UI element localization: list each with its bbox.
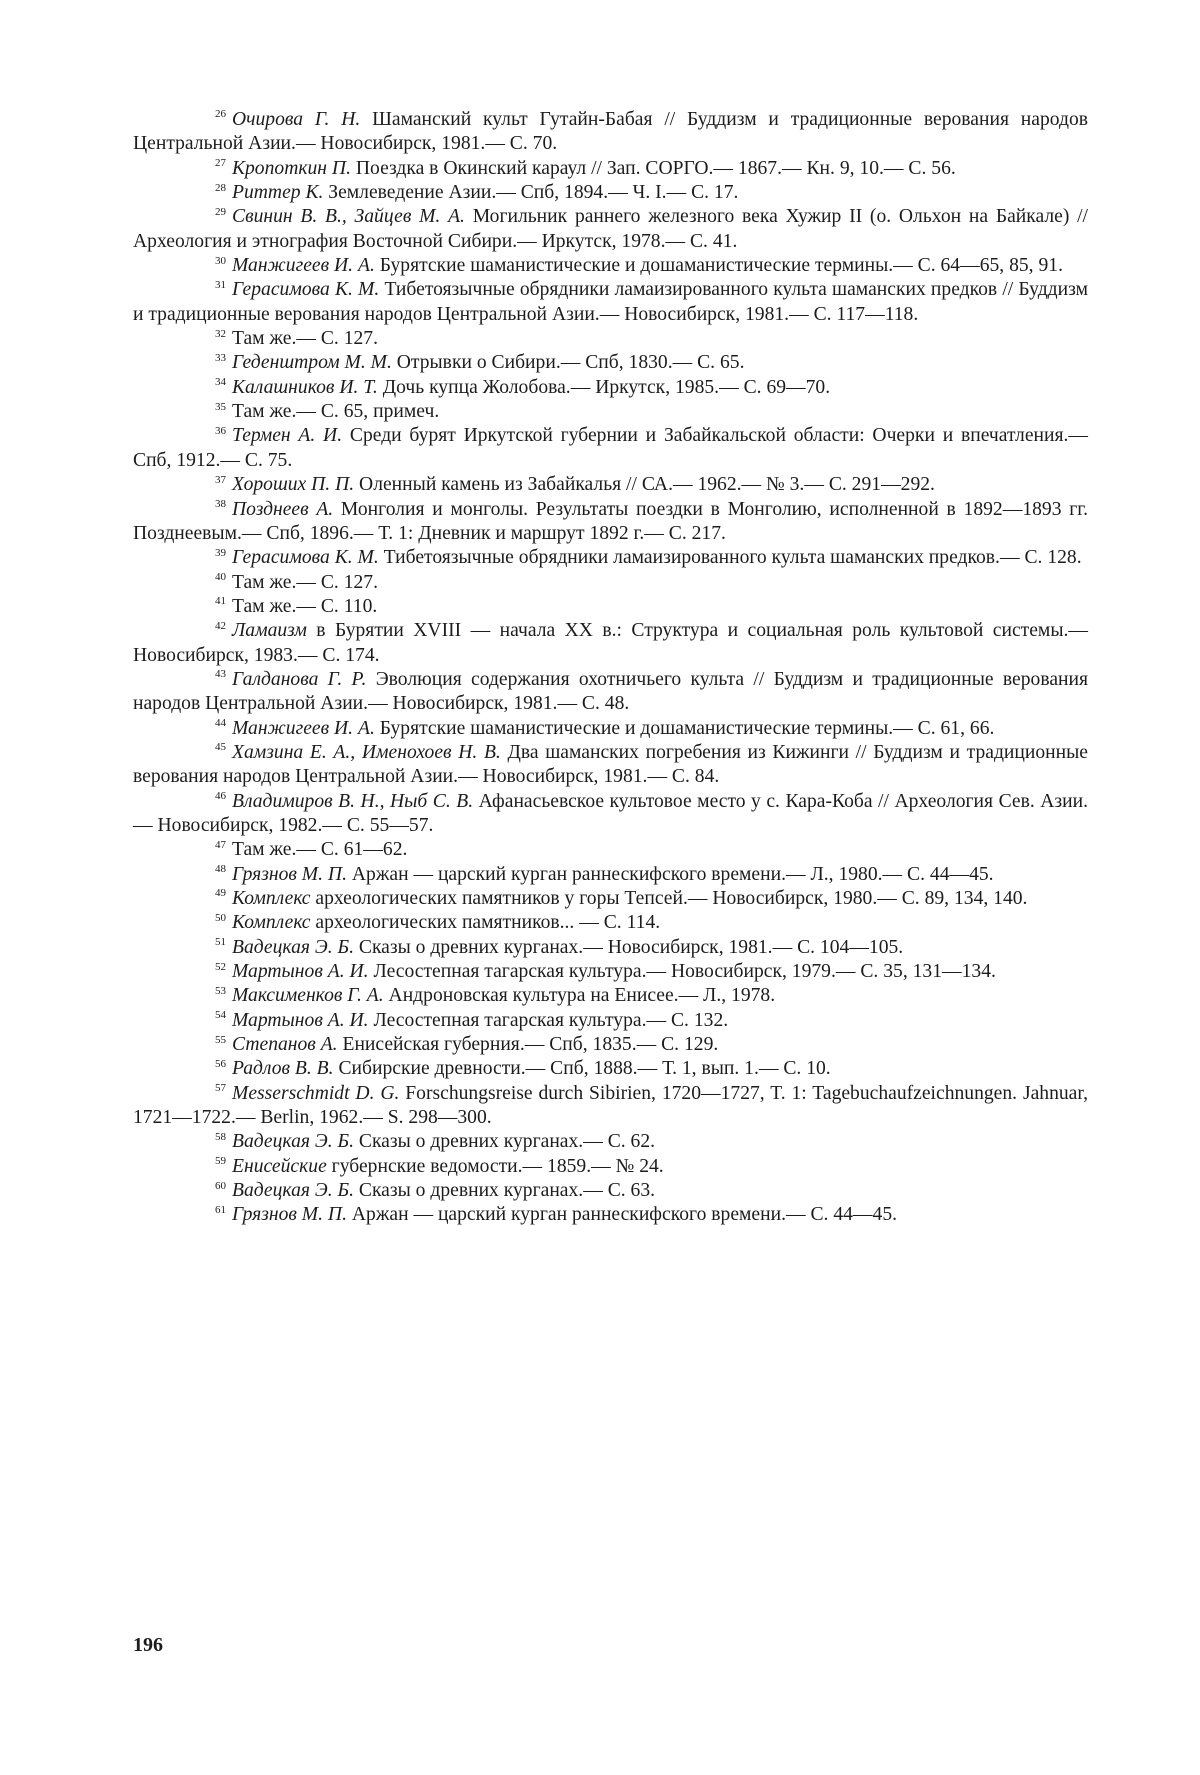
- footnote-number: 50: [215, 911, 226, 924]
- footnote-author: Радлов В. В.: [232, 1058, 334, 1080]
- footnote-text: Там же.— С. 127.: [232, 328, 378, 350]
- footnote-text: Тибетоязычные обрядники ламаизированного культа шаманских предков.— С. 128.: [378, 547, 1082, 569]
- footnote: [133, 376, 1088, 400]
- footnote: [133, 960, 1088, 984]
- footnote-text: Там же.— С. 65, примеч.: [232, 401, 440, 423]
- footnote-author: Мартынов А. И.: [232, 961, 369, 983]
- footnote: [133, 498, 1088, 547]
- footnote: [133, 668, 1088, 717]
- footnote-text: Енисейская губерния.— Спб, 1835.— С. 129.: [337, 1034, 719, 1056]
- footnote: [133, 571, 1088, 595]
- footnote-author: Грязнов М. П.: [232, 1204, 347, 1226]
- footnote: [133, 1033, 1088, 1057]
- footnote-number: 44: [215, 717, 226, 730]
- footnote: [133, 473, 1088, 497]
- footnote-text: Там же.— С. 110.: [232, 595, 378, 617]
- footnote: [133, 1179, 1088, 1203]
- footnote-number: 53: [215, 984, 226, 997]
- footnote-text: Поездка в Окинский караул // Зап. СОРГО.— 1867.— Кн. 9, 10.— С. 56.: [350, 157, 956, 179]
- footnote: [133, 984, 1088, 1008]
- footnote-author: Герасимова К. М.: [232, 279, 380, 301]
- footnote: [133, 595, 1088, 619]
- footnote-author: Грязнов М. П.: [232, 863, 347, 885]
- footnote-number: 57: [215, 1082, 226, 1095]
- footnote-author: Позднеев А.: [232, 498, 334, 520]
- footnote-number: 58: [215, 1130, 226, 1143]
- footnote-number: 33: [215, 351, 226, 364]
- footnote: [133, 936, 1088, 960]
- footnote: [133, 400, 1088, 424]
- footnote: [133, 278, 1088, 327]
- footnote-author: Messerschmidt D. G.: [232, 1082, 400, 1104]
- footnote-number: 42: [215, 619, 226, 632]
- footnote: [133, 911, 1088, 935]
- footnote-number: 29: [215, 205, 226, 218]
- footnote-text: Там же.— С. 127.: [232, 571, 378, 593]
- footnote-number: 59: [215, 1155, 226, 1168]
- footnote-text: археологических памятников у горы Тепсей.— Новосибирск, 1980.— С. 89, 134, 140.: [310, 888, 1028, 909]
- footnote-text: Дочь купца Жолобова.— Иркутск, 1985.— С. 69—70.: [377, 376, 831, 398]
- footnote: [133, 327, 1088, 351]
- footnote-author: Геденштром М. М.: [232, 352, 392, 374]
- footnote: [133, 181, 1088, 205]
- footnote-author: Кропоткин П.: [232, 157, 351, 179]
- page-number: 196: [133, 1634, 163, 1656]
- footnote-text: Могильник раннего железного века Хужир II (о. Ольхон на Байкале) // Археология и этнография Восточной Сибири.— Иркутск, 1978.— С. 41.: [133, 206, 1088, 252]
- footnote-text: Эволюция содержания охотничьего культа // Буддизм и традиционные верования народов Центральной Азии.— Новосибирск, 1981.— С. 48.: [133, 668, 1088, 715]
- footnote-text: Шаманский культ Гутайн-Бабая // Буддизм и традиционные верования народов Центральной Азии.— Новосибирск, 1981.— С. 70.: [133, 109, 1088, 155]
- footnote-number: 49: [215, 887, 226, 900]
- footnote-text: Там же.— С. 61—62.: [232, 839, 408, 861]
- footnote: [133, 1130, 1088, 1154]
- footnote: [133, 717, 1088, 741]
- footnote-number: 31: [215, 278, 226, 291]
- footnote-author: Калашников И. Т.: [232, 376, 378, 398]
- footnote: [133, 790, 1088, 839]
- footnote-text: археологических памятников... — С. 114.: [310, 912, 661, 934]
- footnote-text: Аржан — царский курган раннескифского времени.— С. 44—45.: [346, 1204, 898, 1226]
- footnote-number: 26: [215, 108, 226, 121]
- footnote-text: Бурятские шаманистические и дошаманистические термины.— С. 61, 66.: [374, 717, 995, 739]
- footnote-text: Аржан — царский курган раннескифского времени.— Л., 1980.— С. 44—45.: [346, 863, 994, 885]
- footnote-number: 30: [215, 254, 226, 267]
- footnote: [133, 157, 1088, 181]
- footnote-author: Мартынов А. И.: [232, 1009, 369, 1031]
- footnote: [133, 1009, 1088, 1033]
- footnote: [133, 424, 1088, 473]
- footnote: [133, 619, 1088, 668]
- footnote-text: Сибирские древности.— Спб, 1888.— Т. 1, вып. 1.— С. 10.: [333, 1058, 831, 1080]
- footnote-author: Манжигеев И. А.: [232, 717, 375, 739]
- footnote-author: Герасимова К. М.: [232, 547, 379, 569]
- footnote-author: Комплекс: [232, 888, 311, 909]
- footnote-number: 36: [215, 424, 226, 437]
- footnote-author: Степанов А.: [232, 1034, 338, 1056]
- footnote-number: 28: [215, 181, 226, 194]
- footnotes-list: [133, 108, 1088, 1228]
- footnote-text: Оленный камень из Забайкалья // СА.— 1962.— № 3.— С. 291—292.: [354, 474, 935, 496]
- footnote-author: Енисейские: [232, 1155, 327, 1177]
- footnote-number: 41: [215, 595, 226, 608]
- footnote-text: Два шаманских погребения из Кижинги // Буддизм и традиционные верования народов Центральной Азии.— Новосибирск, 1981.— С. 84.: [133, 741, 1089, 788]
- footnote: [133, 741, 1088, 790]
- footnote-author: Галданова Г. Р.: [232, 668, 367, 690]
- footnote-author: Свинин В. В., Зайцев М. А.: [232, 206, 465, 228]
- footnote-text: Землеведение Азии.— Спб, 1894.— Ч. I.— С. 17.: [323, 182, 739, 204]
- footnote-text: Бурятские шаманистические и дошаманистические термины.— С. 64—65, 85, 91.: [374, 255, 1063, 277]
- footnote-number: 43: [215, 668, 226, 681]
- footnote-author: Владимиров В. Н., Ныб С. В.: [232, 790, 474, 812]
- footnote-author: Манжигеев И. А.: [232, 255, 375, 277]
- footnote-author: Очирова Г. Н.: [232, 109, 361, 130]
- footnote-text: Тибетоязычные обрядники ламаизированного культа шаманских предков // Буддизм и традиционные верования народов Центральной Азии.— Новосибирск, 1981.— С. 117—118.: [133, 279, 1089, 325]
- footnote: [133, 254, 1088, 278]
- footnote-text: Сказы о древних курганах.— Новосибирск, 1981.— С. 104—105.: [353, 936, 904, 958]
- footnote-number: 39: [215, 546, 226, 559]
- footnote-text: Афанасьевское культовое место у с. Кара-Коба // Археология Сев. Азии.— Новосибирск, 1982.— С. 55—57.: [133, 790, 1088, 836]
- footnote-number: 61: [215, 1203, 226, 1216]
- footnote-number: 35: [215, 400, 226, 413]
- footnote: [133, 108, 1088, 157]
- footnote-number: 27: [215, 157, 226, 170]
- footnote-number: 55: [215, 1033, 226, 1046]
- footnote-text: Андроновская культура на Енисее.— Л., 1978.: [383, 985, 776, 1007]
- footnote-number: 38: [215, 497, 226, 510]
- footnote-author: Максименков Г. А.: [232, 985, 384, 1007]
- footnote-text: Отрывки о Сибири.— Спб, 1830.— С. 65.: [391, 352, 745, 374]
- footnote-number: 56: [215, 1057, 226, 1070]
- footnote-author: Вадецкая Э. Б.: [232, 1131, 354, 1153]
- footnote-number: 46: [215, 790, 226, 803]
- footnote: [133, 1057, 1088, 1081]
- footnote: [133, 838, 1088, 862]
- footnote-author: Риттер К.: [232, 182, 324, 204]
- footnote-author: Ламаизм: [232, 620, 307, 642]
- footnote: [133, 863, 1088, 887]
- footnote-text: Лесостепная тагарская культура.— С. 132.: [368, 1009, 729, 1031]
- footnote-number: 32: [215, 327, 226, 340]
- footnote-number: 52: [215, 960, 226, 973]
- footnote-author: Вадецкая Э. Б.: [232, 936, 354, 958]
- footnote-text: Среди бурят Иркутской губернии и Забайкальской области: Очерки и впечатления.— Спб, 1912.— С. 75.: [133, 425, 1088, 471]
- footnote: [133, 1203, 1088, 1227]
- footnote-number: 37: [215, 473, 226, 486]
- footnote-text: Forschungsreise durch Sibirien, 1720—1727, T. 1: Tagebuchaufzeichnungen. Jahnuar, 1721—1722.— Berlin, 1962.— S. 298—300.: [133, 1082, 1089, 1129]
- footnote-number: 45: [215, 741, 226, 754]
- footnote-text: Сказы о древних курганах.— С. 63.: [353, 1180, 656, 1202]
- footnote-author: Комплекс: [232, 912, 311, 934]
- footnote-number: 34: [215, 376, 226, 389]
- footnote: [133, 205, 1088, 254]
- footnote: [133, 351, 1088, 375]
- footnote-text: губернские ведомости.— 1859.— № 24.: [326, 1155, 664, 1177]
- footnote-number: 48: [215, 863, 226, 876]
- footnote-author: Хамзина Е. А., Именохоев Н. В.: [232, 741, 501, 763]
- footnote-number: 54: [215, 1009, 226, 1022]
- footnote-author: Вадецкая Э. Б.: [232, 1180, 354, 1202]
- footnote-text: Лесостепная тагарская культура.— Новосибирск, 1979.— С. 35, 131—134.: [368, 961, 996, 983]
- footnote-text: Сказы о древних курганах.— С. 62.: [353, 1131, 656, 1153]
- footnote: [133, 546, 1088, 570]
- footnote-number: 40: [215, 571, 226, 583]
- footnote: [133, 887, 1088, 911]
- footnote-author: Термен А. И.: [232, 425, 343, 447]
- footnote: [133, 1155, 1088, 1179]
- footnote-text: в Бурятии XVIII — начала XX в.: Структура и социальная роль культовой системы.— Новосибирск, 1983.— С. 174.: [133, 620, 1088, 666]
- footnote-number: 60: [215, 1179, 226, 1192]
- footnote-text: Монголия и монголы. Результаты поездки в Монголию, исполненной в 1892—1893 гг. Позднеевым.— Спб, 1896.— Т. 1: Дневник и маршрут 1892 г.— С. 217.: [133, 498, 1088, 544]
- footnote-number: 47: [215, 838, 226, 851]
- footnote-number: 51: [215, 936, 226, 949]
- footnote: [133, 1082, 1088, 1131]
- footnote-author: Хороших П. П.: [232, 474, 355, 496]
